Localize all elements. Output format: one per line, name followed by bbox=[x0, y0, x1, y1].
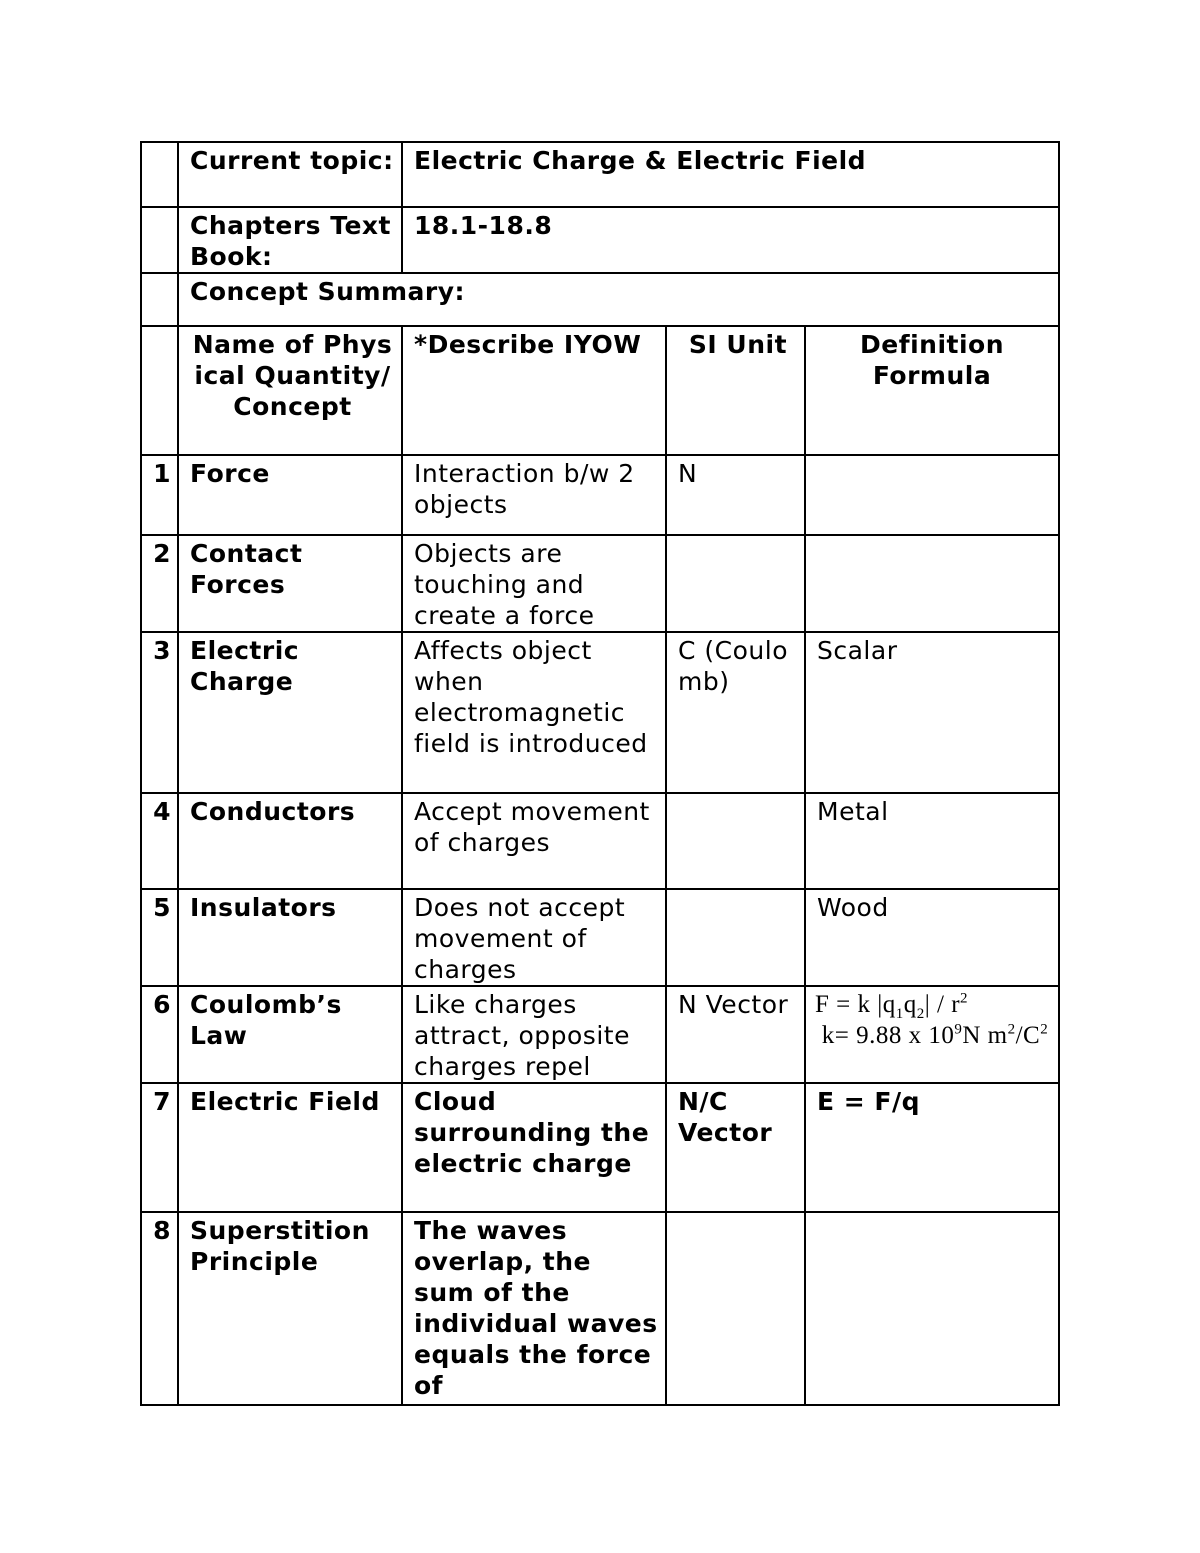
row-definition: E = F/q bbox=[805, 1083, 1059, 1212]
empty-num-cell bbox=[141, 207, 178, 273]
concept-summary-label: Concept Summary: bbox=[178, 273, 1059, 326]
row-unit: C (Coulomb) bbox=[666, 632, 805, 793]
row-definition-formula bbox=[805, 986, 1059, 1083]
row-describe: Accept movement of charges bbox=[402, 793, 666, 889]
header-row-concept-summary bbox=[141, 273, 1059, 326]
chapters-label: Chapters Text Book: bbox=[178, 207, 402, 273]
row-unit: N bbox=[666, 455, 805, 535]
row-number: 2 bbox=[141, 535, 178, 632]
row-describe: Cloud surrounding the electric charge bbox=[402, 1083, 666, 1212]
row-unit bbox=[666, 793, 805, 889]
row-number: 5 bbox=[141, 889, 178, 986]
row-number: 6 bbox=[141, 986, 178, 1083]
row-name: Force bbox=[178, 455, 402, 535]
row-name: Superstition Principle bbox=[178, 1212, 402, 1405]
column-header-describe: *Describe IYOW bbox=[402, 326, 666, 455]
row-definition bbox=[805, 1212, 1059, 1405]
row-definition bbox=[805, 535, 1059, 632]
column-header-unit: SI Unit bbox=[666, 326, 805, 455]
table-row bbox=[141, 535, 1059, 632]
row-describe: Like charges attract, opposite charges repel bbox=[402, 986, 666, 1083]
table-row bbox=[141, 793, 1059, 889]
table-row bbox=[141, 889, 1059, 986]
row-describe: Affects object when electromagnetic field is introduced bbox=[402, 632, 666, 793]
row-number: 7 bbox=[141, 1083, 178, 1212]
row-describe: Does not accept movement of charges bbox=[402, 889, 666, 986]
column-header-name: Name of Physical Quantity/Concept bbox=[178, 326, 402, 455]
empty-num-cell bbox=[141, 142, 178, 207]
row-number: 8 bbox=[141, 1212, 178, 1405]
row-unit bbox=[666, 1212, 805, 1405]
coulomb-formula-line-2: k= 9.88 x $10^9N$ $m^2/C^2$ bbox=[815, 1021, 1049, 1049]
row-describe: Interaction b/w 2 objects bbox=[402, 455, 666, 535]
row-unit bbox=[666, 535, 805, 632]
row-unit: N Vector bbox=[666, 986, 805, 1083]
row-name: Electric Charge bbox=[178, 632, 402, 793]
current-topic-label: Current topic: bbox=[178, 142, 402, 207]
table-row bbox=[141, 1083, 1059, 1212]
table-row bbox=[141, 986, 1059, 1083]
table-row bbox=[141, 455, 1059, 535]
row-number: 1 bbox=[141, 455, 178, 535]
table-row bbox=[141, 632, 1059, 793]
row-definition: Metal bbox=[805, 793, 1059, 889]
empty-num-cell bbox=[141, 273, 178, 326]
column-header-definition: Definition Formula bbox=[805, 326, 1059, 455]
current-topic-value: Electric Charge & Electric Field bbox=[402, 142, 1059, 207]
coulomb-formula-line-1: F = k $|q_1q_2| / r^2$ bbox=[815, 990, 969, 1022]
row-definition: Wood bbox=[805, 889, 1059, 986]
header-row-chapters bbox=[141, 207, 1059, 273]
row-describe: Objects are touching and create a force bbox=[402, 535, 666, 632]
row-name: Electric Field bbox=[178, 1083, 402, 1212]
header-row-current-topic bbox=[141, 142, 1059, 207]
column-header-row bbox=[141, 326, 1059, 455]
row-number: 3 bbox=[141, 632, 178, 793]
row-definition bbox=[805, 455, 1059, 535]
row-describe: The waves overlap, the sum of the individual waves equals the force of bbox=[402, 1212, 666, 1405]
row-name: Insulators bbox=[178, 889, 402, 986]
row-unit bbox=[666, 889, 805, 986]
concept-summary-table bbox=[140, 141, 1060, 1406]
row-name: Conductors bbox=[178, 793, 402, 889]
row-name: Coulomb’s Law bbox=[178, 986, 402, 1083]
table-row bbox=[141, 1212, 1059, 1405]
row-unit: N/C Vector bbox=[666, 1083, 805, 1212]
chapters-value: 18.1-18.8 bbox=[402, 207, 1059, 273]
row-definition: Scalar bbox=[805, 632, 1059, 793]
row-number: 4 bbox=[141, 793, 178, 889]
row-name: Contact Forces bbox=[178, 535, 402, 632]
empty-num-cell bbox=[141, 326, 178, 455]
